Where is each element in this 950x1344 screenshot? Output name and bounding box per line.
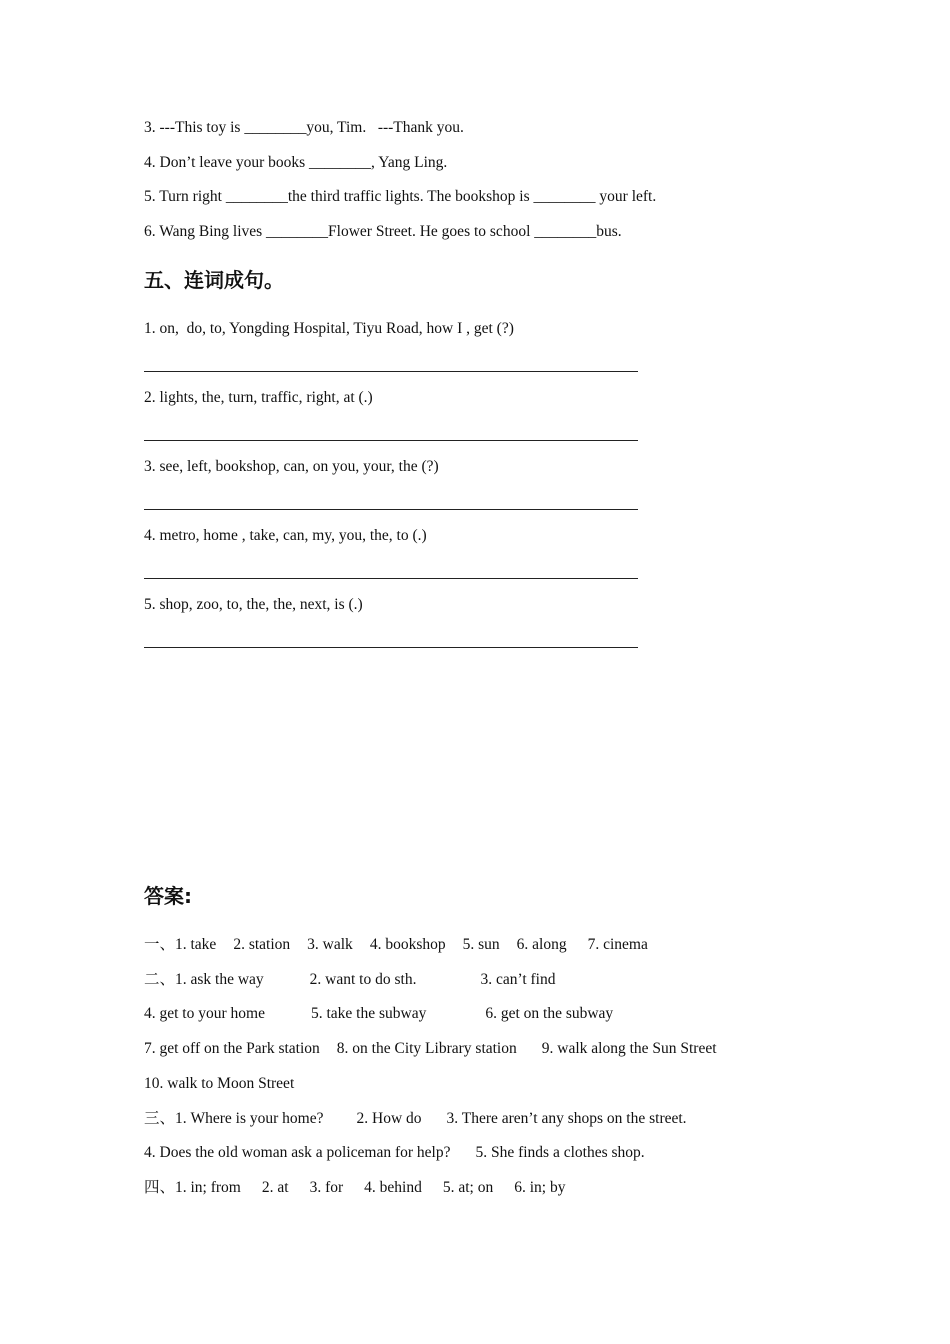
sentence-item-4: 4. metro, home , take, can, my, you, the, to (.) [144, 527, 427, 544]
answer-line-4[interactable] [144, 578, 638, 579]
answer-line-2[interactable] [144, 440, 638, 441]
sentence-item-2: 2. lights, the, turn, traffic, right, at (.) [144, 389, 373, 406]
answer-row-6: 三、1. Where is your home? 2. How do 3. There aren’t any shops on the street. [144, 1110, 687, 1127]
sentence-item-1: 1. on, do, to, Yongding Hospital, Tiyu Road, how I , get (?) [144, 320, 514, 337]
question-5: 5. Turn right ________the third traffic lights. The bookshop is ________ your left. [144, 188, 657, 205]
section-5-heading: 五、连词成句。 [144, 268, 284, 292]
answer-row-8: 四、1. in; from 2. at 3. for 4. behind 5. at; on 6. in; by [144, 1179, 566, 1196]
question-4: 4. Don’t leave your books ________, Yang Ling. [144, 154, 448, 171]
answer-line-5[interactable] [144, 647, 638, 648]
answer-line-1[interactable] [144, 371, 638, 372]
sentence-item-3: 3. see, left, bookshop, can, on you, your, the (?) [144, 458, 439, 475]
question-6: 6. Wang Bing lives ________Flower Street. He goes to school ________bus. [144, 223, 622, 240]
sentence-item-5: 5. shop, zoo, to, the, the, next, is (.) [144, 596, 363, 613]
answers-heading: 答案: [144, 884, 192, 908]
answer-row-7: 4. Does the old woman ask a policeman for help? 5. She finds a clothes shop. [144, 1144, 645, 1161]
answer-row-1: 一、1. take 2. station 3. walk 4. bookshop 5. sun 6. along 7. cinema [144, 936, 648, 953]
answer-row-3: 4. get to your home 5. take the subway 6. get on the subway [144, 1005, 614, 1022]
question-3: 3. ---This toy is ________you, Tim. ---Thank you. [144, 119, 464, 136]
answer-row-4: 7. get off on the Park station 8. on the City Library station 9. walk along the Sun Street [144, 1040, 717, 1057]
answer-row-2: 二、1. ask the way 2. want to do sth. 3. can’t find [144, 971, 556, 988]
answer-row-5: 10. walk to Moon Street [144, 1075, 295, 1092]
answer-line-3[interactable] [144, 509, 638, 510]
